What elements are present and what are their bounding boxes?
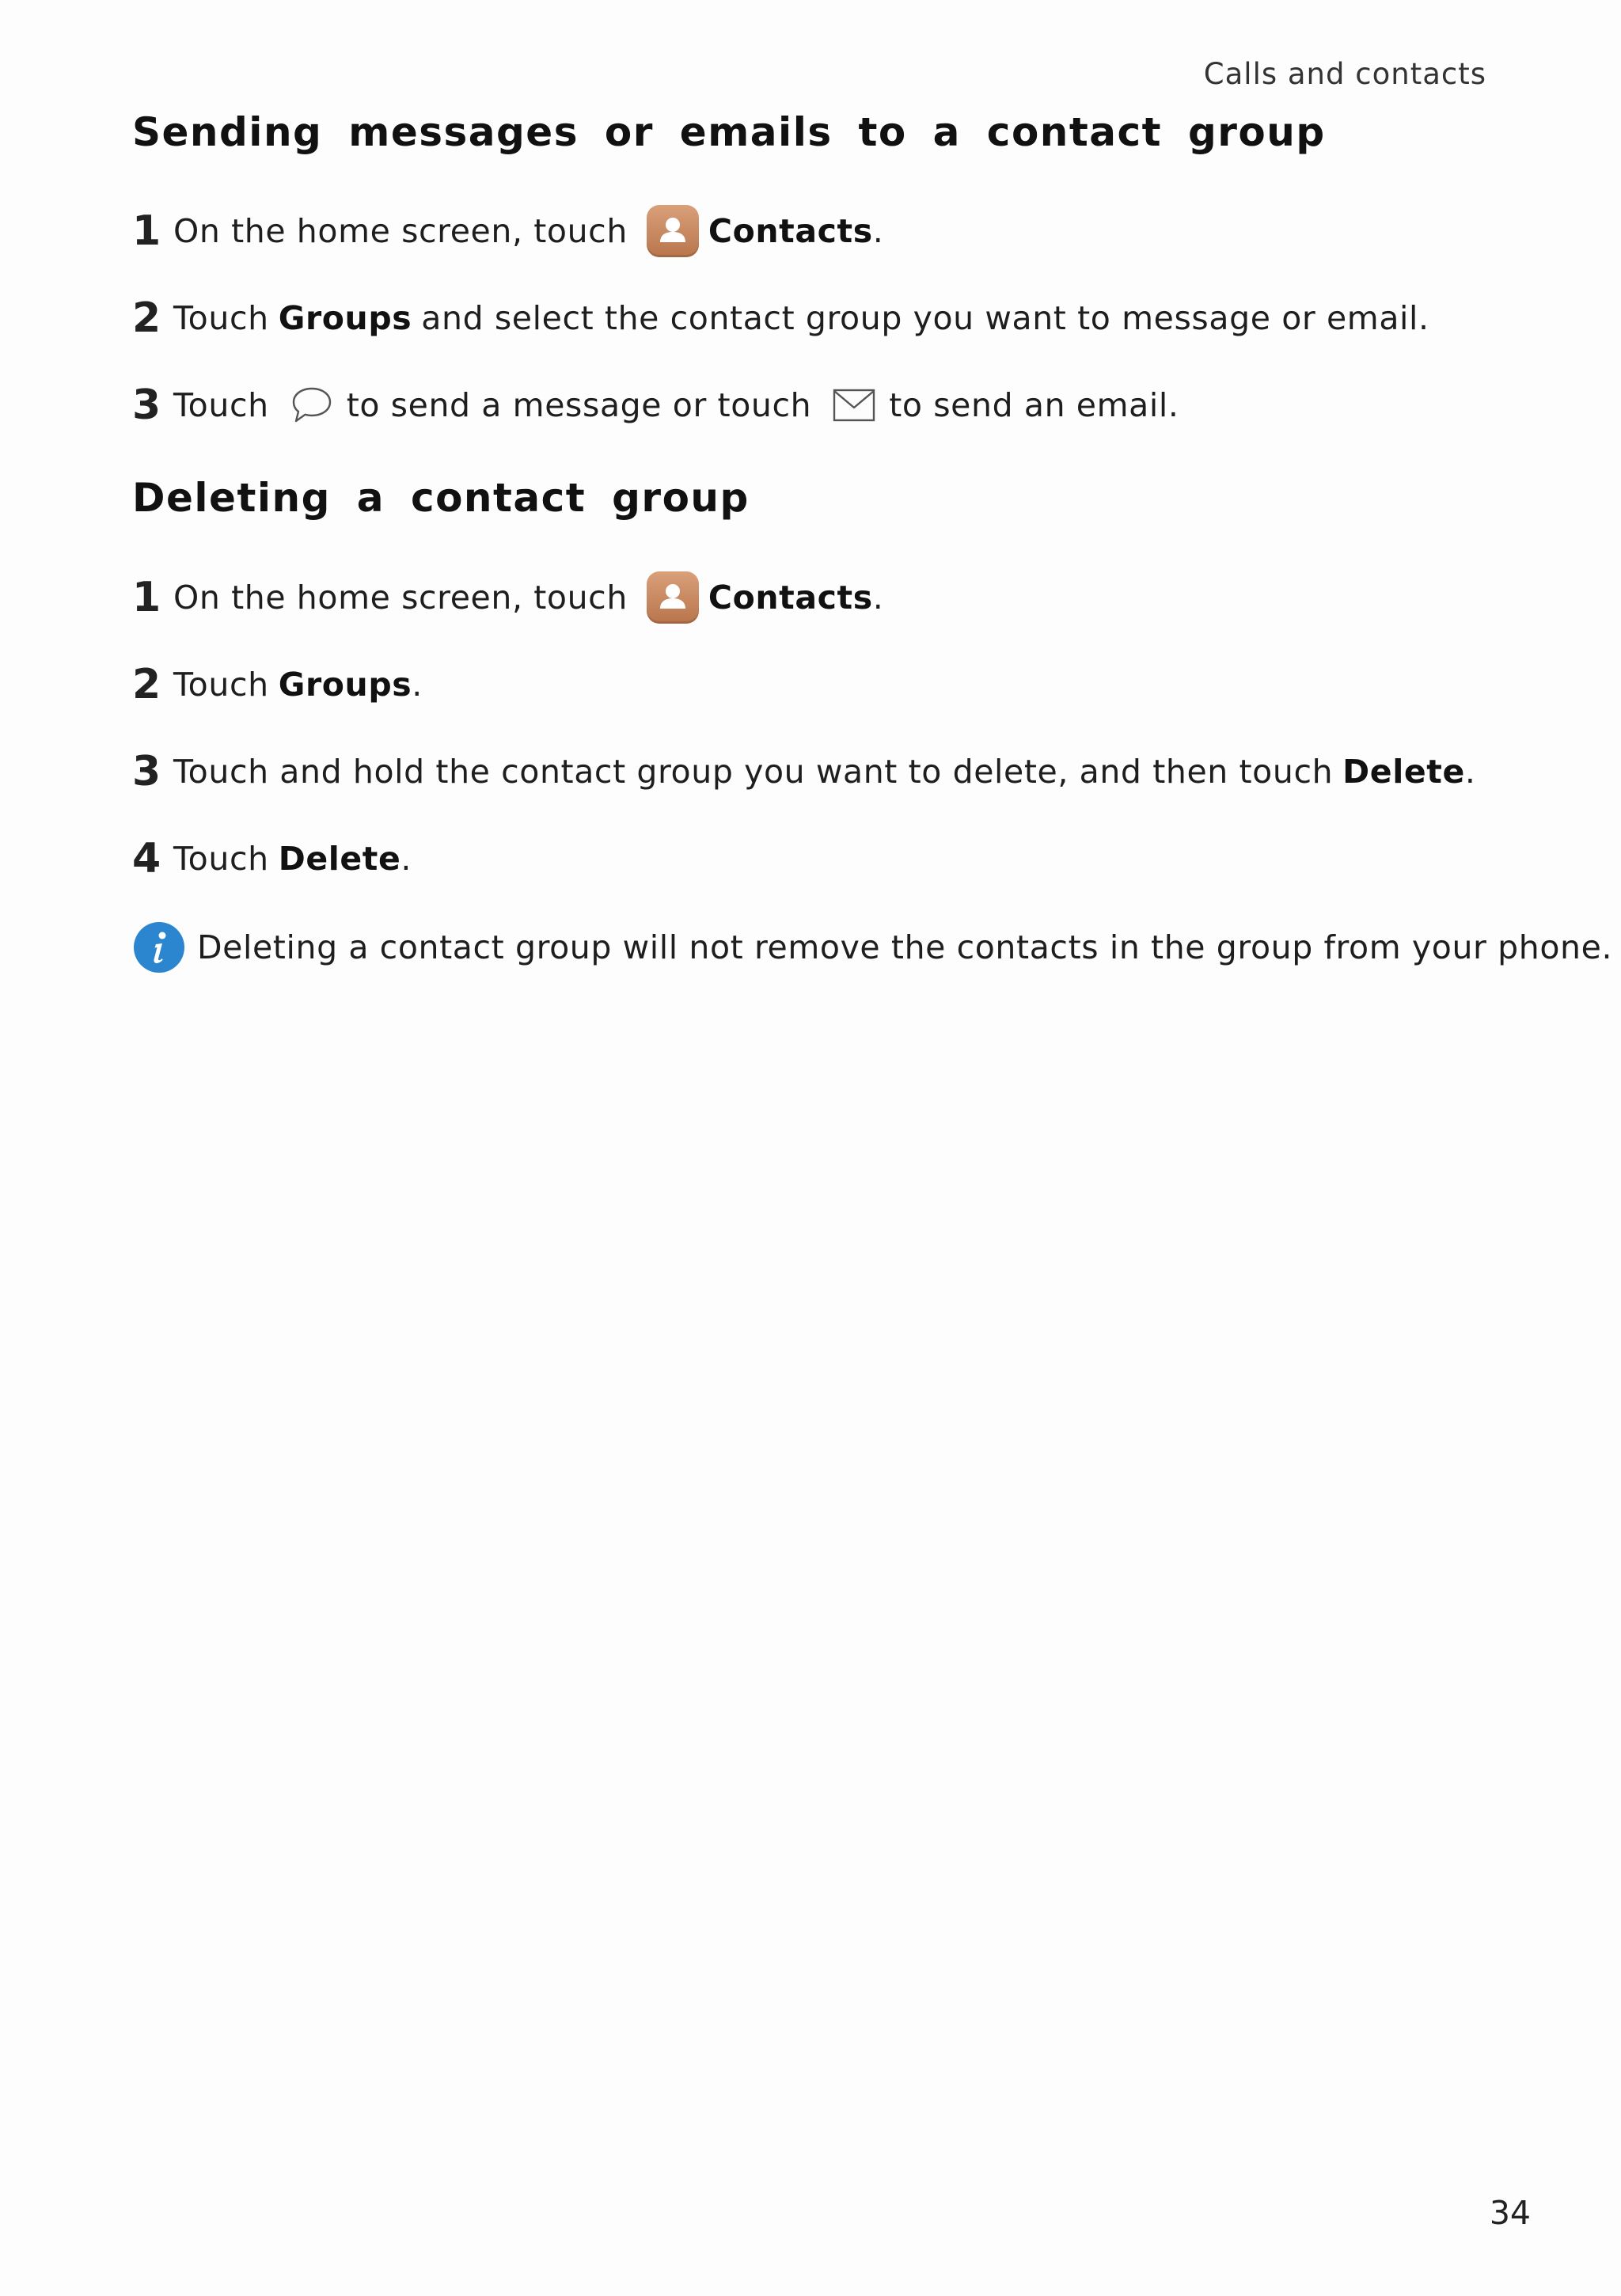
section-title-deleting: Deleting a contact group — [132, 475, 750, 521]
contacts-label: Contacts — [708, 579, 873, 617]
groups-label: Groups — [278, 666, 412, 704]
step-text-pre: On the home screen, touch — [173, 579, 628, 617]
step-number: 2 — [132, 294, 161, 342]
page-number: 34 — [1489, 2194, 1531, 2232]
step-text — [173, 205, 883, 257]
delete-step-4 — [132, 827, 412, 890]
step-text-pre: Touch — [173, 840, 269, 878]
step-number: 1 — [132, 574, 161, 621]
step-text-post: and select the contact group you want to message or email. — [421, 299, 1429, 337]
step-text — [173, 385, 1179, 426]
step-text-post: to send an email. — [889, 386, 1179, 424]
step-text-pre: Touch — [173, 666, 269, 704]
delete-label: Delete — [1342, 753, 1465, 791]
delete-step-3 — [132, 740, 1476, 803]
step-text-pre: Touch — [173, 386, 269, 424]
send-step-3 — [132, 374, 1179, 437]
step-number: 2 — [132, 661, 161, 708]
groups-label: Groups — [278, 299, 412, 337]
step-number: 3 — [132, 381, 161, 429]
info-icon — [132, 920, 186, 974]
step-text-mid: to send a message or touch — [346, 386, 812, 424]
contacts-person-glyph — [647, 571, 699, 624]
section-title-sending: Sending messages or emails to a contact group — [132, 109, 1326, 155]
note-text: Deleting a contact group will not remove the contacts in the group from your phone. — [197, 928, 1613, 966]
step-text-pre: Touch and hold the contact group you want to delete, and then touch — [173, 753, 1334, 791]
step-text-post: . — [401, 840, 412, 878]
contacts-label: Contacts — [708, 212, 873, 250]
step-number: 3 — [132, 748, 161, 795]
message-bubble-icon[interactable] — [290, 385, 334, 426]
step-text — [173, 753, 1476, 791]
step-text-post: . — [1464, 753, 1476, 791]
step-text — [173, 666, 423, 704]
step-text — [173, 840, 412, 878]
step-text-post: . — [872, 212, 884, 250]
step-text-post: . — [412, 666, 423, 704]
delete-label: Delete — [278, 840, 401, 878]
step-text — [173, 571, 883, 624]
delete-step-1 — [132, 566, 883, 629]
contacts-app-icon[interactable] — [647, 205, 699, 257]
envelope-icon[interactable] — [832, 387, 876, 423]
step-text-post: . — [872, 579, 884, 617]
step-number: 1 — [132, 207, 161, 255]
contacts-person-glyph — [647, 205, 699, 257]
step-text-pre: Touch — [173, 299, 269, 337]
running-header: Calls and contacts — [1203, 57, 1486, 91]
step-number: 4 — [132, 835, 161, 882]
send-step-1 — [132, 199, 883, 263]
delete-step-2 — [132, 653, 423, 716]
send-step-2 — [132, 287, 1429, 350]
note — [132, 920, 1612, 974]
step-text-pre: On the home screen, touch — [173, 212, 628, 250]
contacts-app-icon[interactable] — [647, 571, 699, 624]
step-text — [173, 299, 1429, 337]
